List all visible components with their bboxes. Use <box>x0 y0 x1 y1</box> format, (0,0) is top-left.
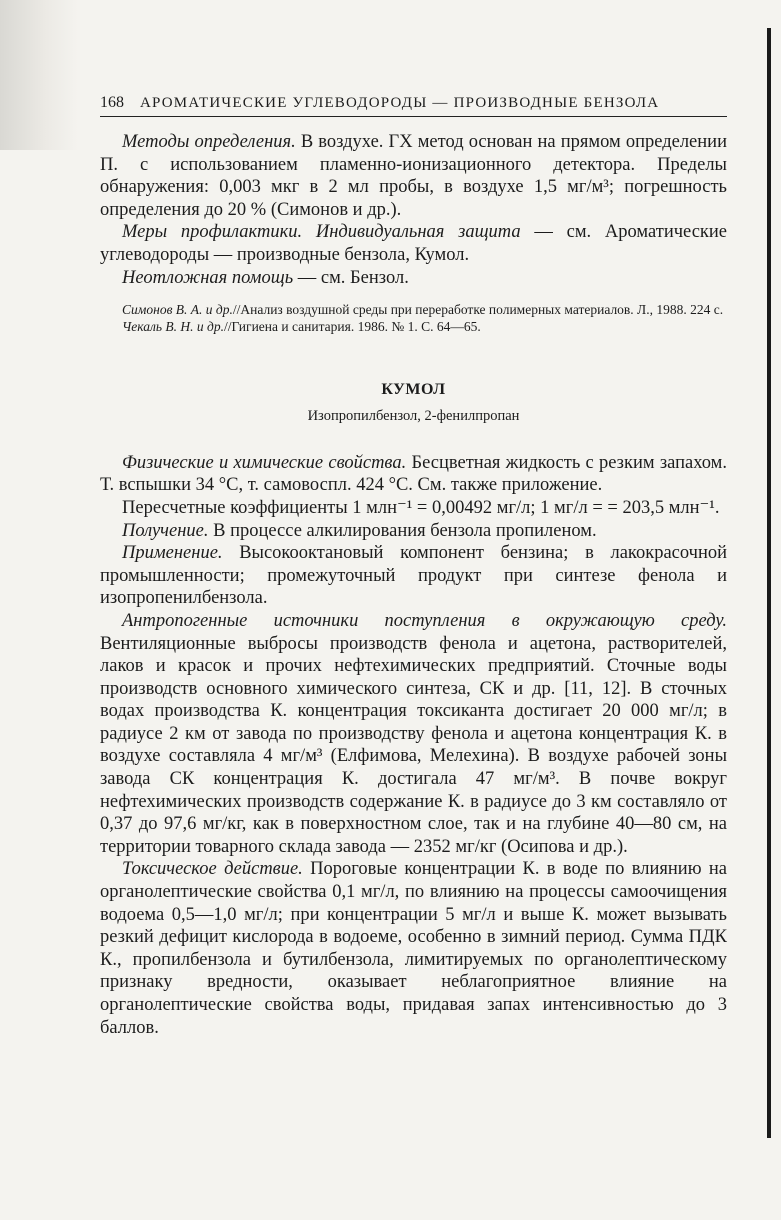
reference-text: //Гигиена и санитария. 1986. № 1. С. 64—65. <box>224 319 481 335</box>
previous-entry-tail <box>100 131 727 289</box>
reference-item <box>100 301 727 318</box>
entry-paragraph <box>100 520 727 543</box>
aid-paragraph <box>100 267 727 290</box>
paragraph-text: Бесцветная жидкость с резким запахом. Т. вспышки 34 °С, т. самовоспл. 424 °С. См. также приложение. <box>100 452 727 496</box>
entry-title: КУМОЛ <box>381 381 446 399</box>
aid-label: Неотложная помощь <box>122 267 294 288</box>
prevention-paragraph <box>100 221 727 266</box>
paragraph-label: Антропогенные источники поступления в окружающую среду. <box>122 610 727 631</box>
page-number: 168 <box>100 94 124 111</box>
aid-text: — см. Бензол. <box>293 267 409 288</box>
running-title: АРОМАТИЧЕСКИЕ УГЛЕВОДОРОДЫ — ПРОИЗВОДНЫЕ БЕНЗОЛА <box>140 95 660 111</box>
reference-authors: Симонов В. А. и др. <box>122 302 233 318</box>
entry-paragraph <box>100 610 727 859</box>
paragraph-text: Вентиляционные выбросы производств фенола и ацетона, растворителей, лаков и красок и прочих нефтехимических предприятий. Сточные воды производств основного химического синтеза, СК и др. [11, 12]. В сточных водах производства К. концентрация токсиканта достигает 20 000 мг/л; в радиусе 2 км от завода по производству фенола и ацетона концентрация К. в воздухе составляла 4 мг/м³ (Елфимова, Мелехина). В воздухе рабочей зоны завода СК концентрация К. достигала 47 мг/м³. В почве вокруг нефтехимических производств содержание К. в радиусе до 3 км составляло от 0,37 до 97,6 мг/кг, как в поверхностном слое, так и на глубине 40—80 см, на территории товарного склада завода — 2352 мг/кг (Осипова и др.). <box>100 633 727 857</box>
paragraph-label: Получение. <box>122 520 209 541</box>
entry-paragraph <box>100 858 727 1039</box>
methods-paragraph <box>100 131 727 221</box>
paragraph-text: Высокооктановый компонент бензина; в лакокрасочной промышленности; промежуточный продукт при синтезе фенола и изопропенилбензола. <box>100 543 727 609</box>
page-edge-mark <box>767 28 771 1138</box>
reference-item <box>100 318 727 335</box>
reference-authors: Чекаль В. Н. и др. <box>122 319 225 335</box>
paragraph-text: Пересчетные коэффициенты 1 млн⁻¹ = 0,00492 мг/л; 1 мг/л = = 203,5 млн⁻¹. <box>122 497 720 518</box>
entry-paragraph <box>100 497 727 520</box>
entry-body <box>100 452 727 1039</box>
prevention-text: — см. Ароматические углеводороды — производные бензола, Кумол. <box>100 222 728 265</box>
entry-paragraph <box>100 452 727 497</box>
entry-synonyms: Изопропилбензол, 2-фенилпропан <box>307 407 520 424</box>
paragraph-label: Токсическое действие. <box>122 859 303 880</box>
page-scan-shadow <box>0 0 78 150</box>
paragraph-text: В процессе алкилирования бензола пропиленом. <box>208 520 597 541</box>
paragraph-text: Пороговые концентрации К. в воде по влиянию на органолептические свойства 0,1 мг/л, по влиянию на процессы самоочищения водоема 0,5—1,0 мг/л; при концентрации 5 мг/л и выше К. может вызывать резкий дефицит кислорода в водоеме, особенно в зимний период. Сумма ПДК К., пропилбензола и бутилбензола, лимитируемых по органолептическому признаку вредности, оказывает неблагоприятное влияние на органолептические свойства воды, придавая запах интенсивностью до 3 баллов. <box>100 859 727 1038</box>
methods-label: Методы определения. <box>122 132 296 152</box>
book-page <box>100 94 727 1039</box>
entry-paragraph <box>100 542 727 610</box>
reference-text: //Анализ воздушной среды при переработке полимерных материалов. Л., 1988. 224 с. <box>232 302 724 318</box>
references-list <box>100 301 727 335</box>
methods-text: В воздухе. ГХ метод основан на прямом определении П. с использованием пламенно-ионизационного детектора. Пределы обнаружения: 0,003 мкг в 2 мл пробы, в воздухе 1,5 мг/м³; погрешность определения до 20 % (Симонов и др.). <box>100 132 727 220</box>
paragraph-label: Применение. <box>122 543 223 564</box>
running-header <box>100 94 727 117</box>
prevention-label: Меры профилактики. Индивидуальная защита <box>122 222 521 243</box>
paragraph-label: Физические и химические свойства. <box>122 452 407 473</box>
